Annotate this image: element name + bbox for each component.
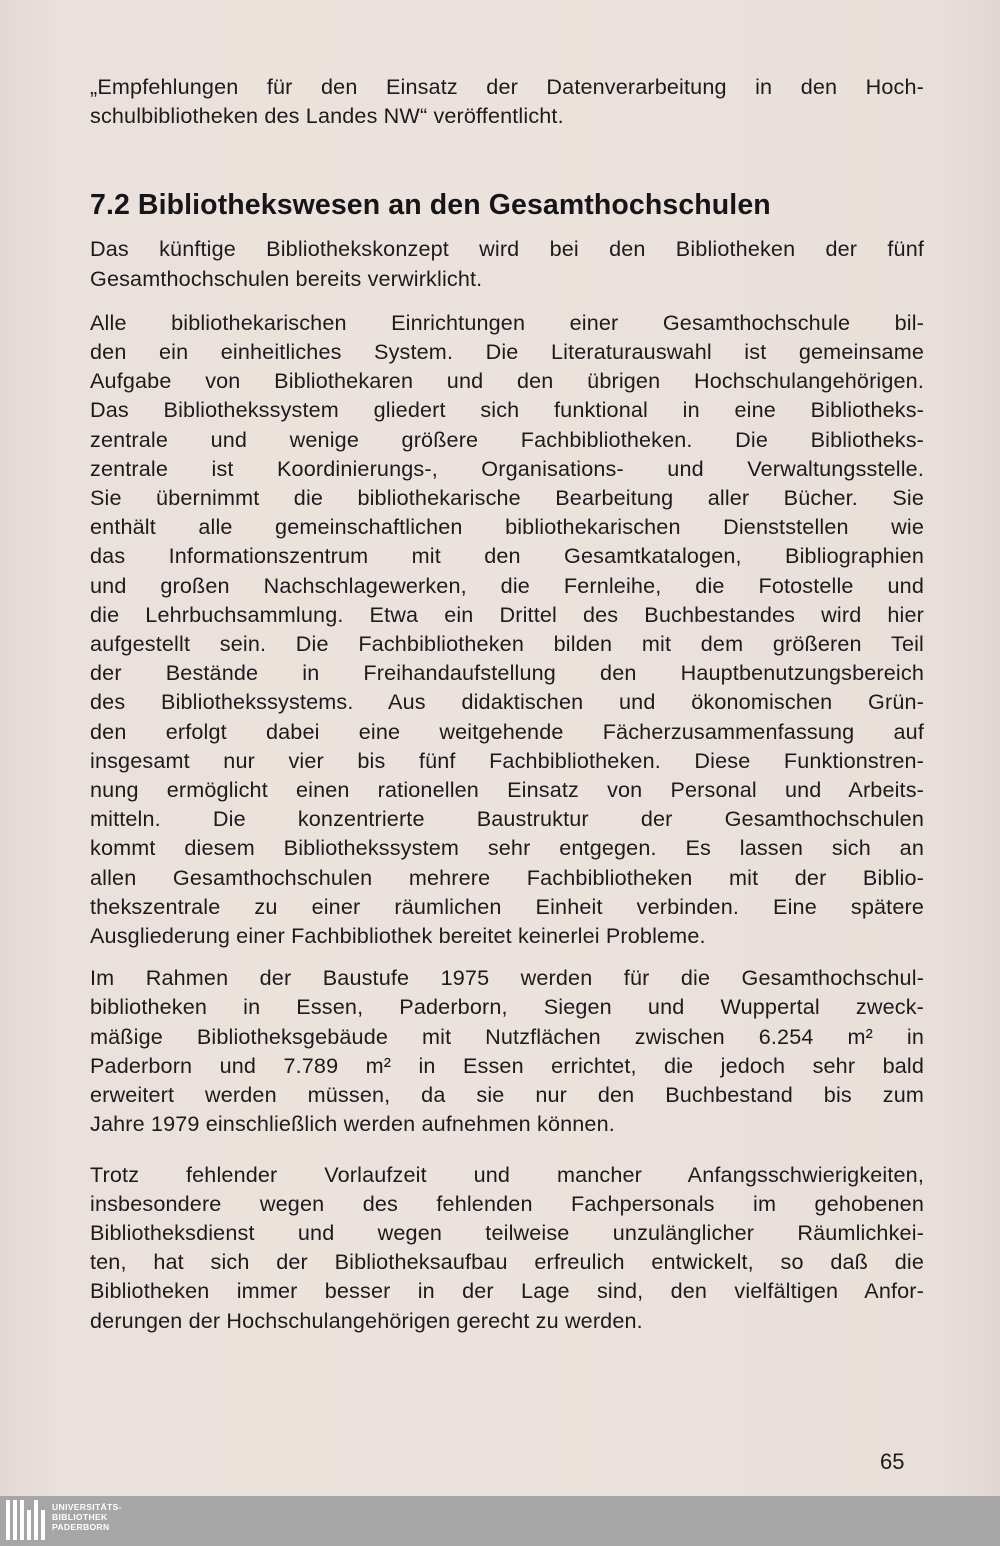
text-line: die Lehrbuchsammlung. Etwa ein Drittel des Buchbestandes wird hier — [90, 601, 924, 627]
paragraph-library-system — [90, 308, 924, 950]
paragraph-concept — [90, 234, 924, 292]
text-line: zentrale und wenige größere Fachbibliotheken. Die Bibliotheks- — [90, 426, 924, 452]
text-line: Im Rahmen der Baustufe 1975 werden für die Gesamthochschul- — [90, 965, 924, 991]
text-line: Das künftige Bibliothekskonzept wird bei den Bibliotheken der fünf — [90, 236, 924, 262]
text-line: bibliotheken in Essen, Paderborn, Siegen und Wuppertal zweck- — [90, 994, 924, 1020]
text-line: mitteln. Die konzentrierte Baustruktur der Gesamthochschulen — [90, 806, 924, 832]
text-line: insgesamt nur vier bis fünf Fachbibliotheken. Diese Funktionstren- — [90, 747, 924, 773]
text-line: aufgestellt sein. Die Fachbibliotheken bilden mit dem größeren Teil — [90, 631, 924, 657]
text-line: Bibliotheken immer besser in der Lage sind, den vielfältigen Anfor- — [90, 1278, 924, 1304]
text-line: erweitert werden müssen, da sie nur den Buchbestand bis zum — [90, 1082, 924, 1108]
text-line: den erfolgt dabei eine weitgehende Fächerzusammenfassung auf — [90, 718, 924, 744]
library-logo — [6, 1500, 122, 1544]
logo-bars-icon — [6, 1500, 45, 1544]
paragraph-development — [90, 1160, 924, 1335]
text-line: Ausgliederung einer Fachbibliothek bereitet keinerlei Probleme. — [90, 923, 706, 949]
logo-text — [52, 1502, 122, 1532]
text-line: Aufgabe von Bibliothekaren und den übrigen Hochschulangehörigen. — [90, 368, 924, 394]
text-line: Trotz fehlender Vorlaufzeit und mancher Anfangsschwierigkeiten, — [90, 1161, 924, 1187]
text-line: „Empfehlungen für den Einsatz der Datenverarbeitung in den Hoch- — [90, 74, 924, 99]
text-line: mäßige Bibliotheksgebäude mit Nutzflächen zwischen 6.254 m² in — [90, 1023, 924, 1049]
digitization-footer — [0, 1496, 1000, 1546]
logo-line: BIBLIOTHEK — [52, 1512, 108, 1522]
text-line: ten, hat sich der Bibliotheksaufbau erfreulich entwickelt, so daß die — [90, 1249, 924, 1275]
text-line: allen Gesamthochschulen mehrere Fachbibliotheken mit der Biblio- — [90, 864, 924, 890]
text-line: des Bibliothekssystems. Aus didaktischen und ökonomischen Grün- — [90, 689, 924, 715]
text-line: thekszentrale zu einer räumlichen Einheit verbinden. Eine spätere — [90, 893, 924, 919]
text-line: Sie übernimmt die bibliothekarische Bearbeitung aller Bücher. Sie — [90, 485, 924, 511]
text-line: Gesamthochschulen bereits verwirklicht. — [90, 265, 483, 291]
text-line: der Bestände in Freihandaufstellung den Hauptbenutzungsbereich — [90, 660, 924, 686]
text-line: insbesondere wegen des fehlenden Fachpersonals im gehobenen — [90, 1190, 924, 1216]
text-line: schulbibliotheken des Landes NW“ veröffentlicht. — [90, 103, 564, 129]
intro-paragraph — [90, 72, 924, 130]
text-line: zentrale ist Koordinierungs-, Organisations- und Verwaltungsstelle. — [90, 455, 924, 481]
text-line: Bibliotheksdienst und wegen teilweise unzulänglicher Räumlichkei- — [90, 1219, 924, 1245]
text-line: nung ermöglicht einen rationellen Einsatz von Personal und Arbeits- — [90, 777, 924, 803]
page-number: 65 — [880, 1449, 905, 1474]
paragraph-construction — [90, 963, 924, 1138]
text-line: und großen Nachschlagewerken, die Fernleihe, die Fotostelle und — [90, 572, 924, 598]
page-content — [90, 70, 924, 1335]
text-line: den ein einheitliches System. Die Literaturauswahl ist gemeinsame — [90, 339, 924, 365]
text-line: enthält alle gemeinschaftlichen bibliothekarischen Dienststellen wie — [90, 514, 924, 540]
text-line: Das Bibliothekssystem gliedert sich funktional in eine Bibliotheks- — [90, 397, 924, 423]
text-line: kommt diesem Bibliothekssystem sehr entgegen. Es lassen sich an — [90, 835, 924, 861]
text-line: Alle bibliothekarischen Einrichtungen einer Gesamthochschule bil- — [90, 309, 924, 335]
text-line: Paderborn und 7.789 m² in Essen errichtet, die jedoch sehr bald — [90, 1052, 924, 1078]
section-heading: 7.2 Bibliothekswesen an den Gesamthochschulen — [90, 189, 771, 222]
text-line: das Informationszentrum mit den Gesamtkatalogen, Bibliographien — [90, 543, 924, 569]
text-line: derungen der Hochschulangehörigen gerecht zu werden. — [90, 1307, 643, 1333]
logo-line: PADERBORN — [52, 1522, 110, 1532]
text-line: Jahre 1979 einschließlich werden aufnehmen können. — [90, 1111, 615, 1137]
logo-line: UNIVERSITÄTS- — [52, 1502, 122, 1512]
